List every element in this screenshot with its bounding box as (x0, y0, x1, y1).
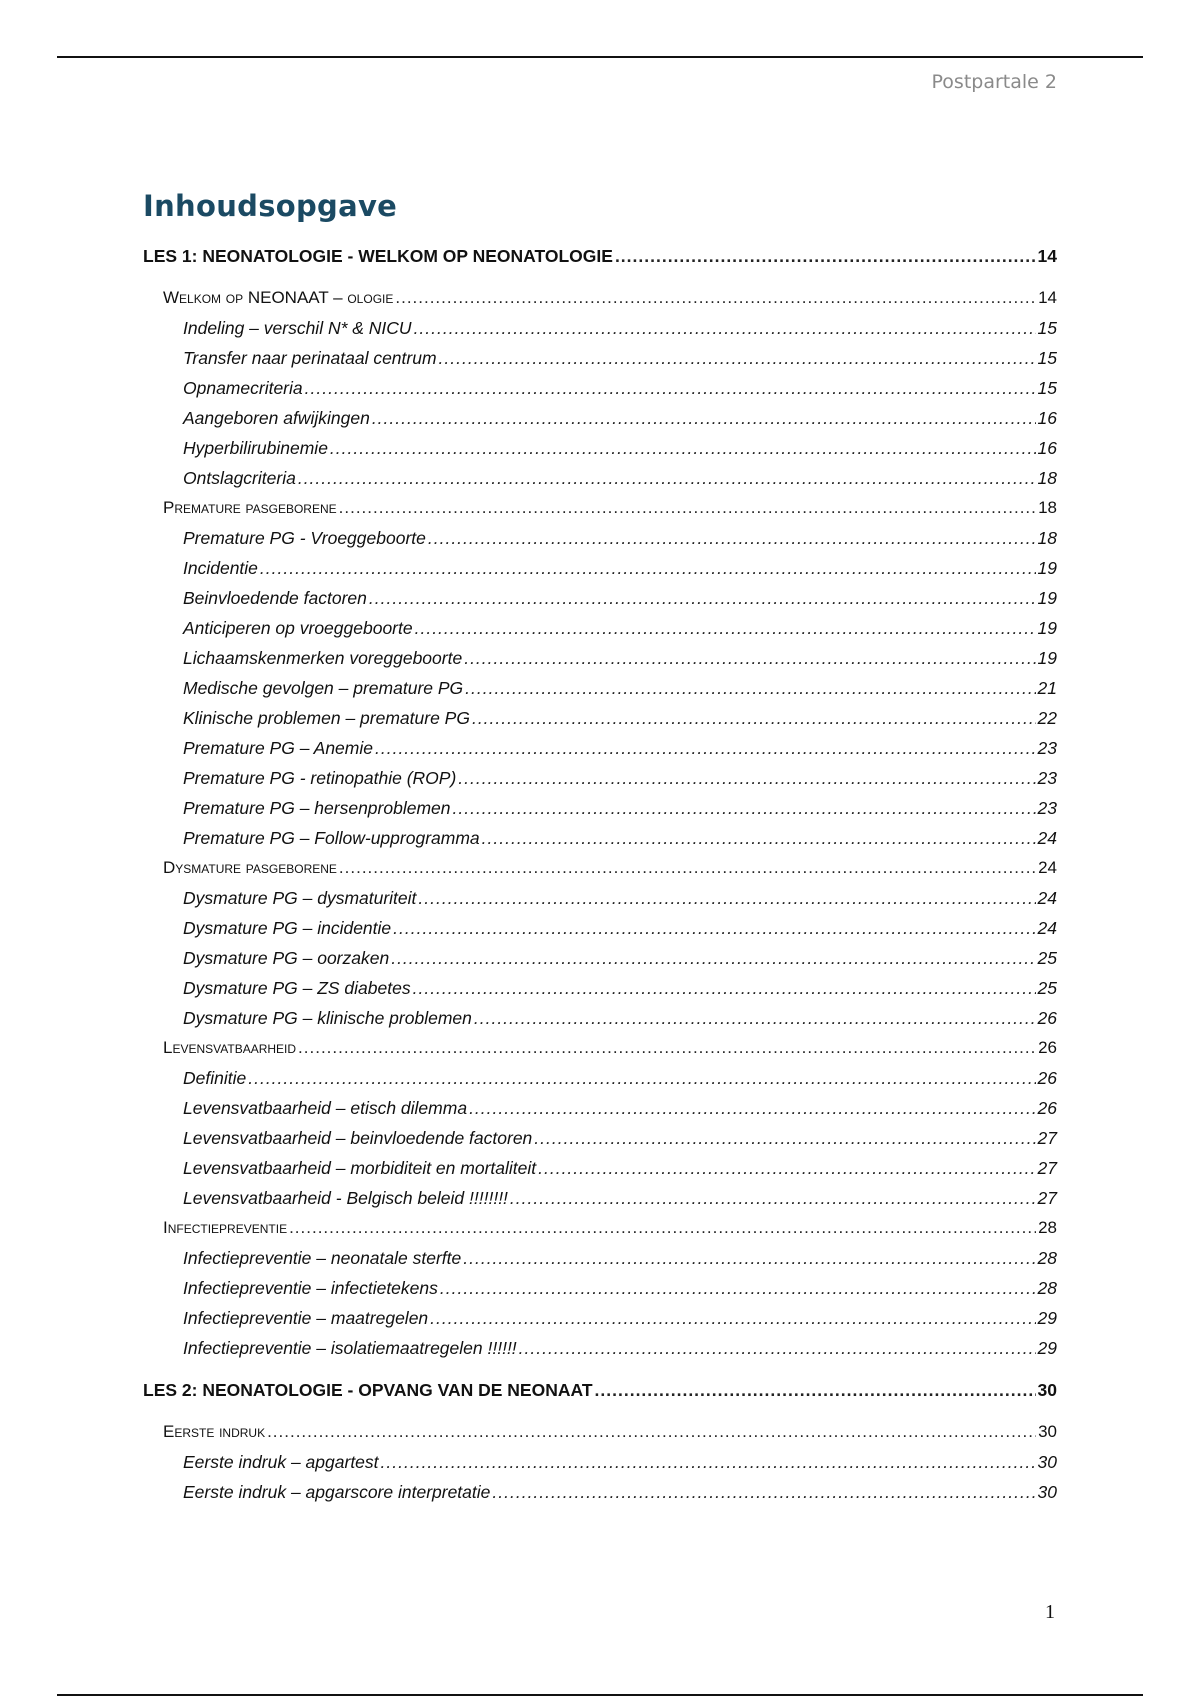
toc-entry-page: 25 (1037, 948, 1057, 968)
toc-entry-label: Dysmature PG – klinische problemen (183, 1008, 472, 1028)
toc-entry-page: 28 (1038, 1218, 1057, 1237)
toc-entry-label: Eerste indruk – apgarscore interpretatie (183, 1482, 491, 1502)
toc-entry-level-3[interactable] (183, 617, 1057, 639)
toc-entry-level-3[interactable] (183, 1187, 1057, 1209)
toc-entry-level-3[interactable] (183, 1451, 1057, 1473)
toc-entry-level-3[interactable] (183, 587, 1057, 609)
toc-entry-page: 15 (1037, 348, 1057, 368)
toc-entry-page: 23 (1037, 738, 1057, 758)
toc-dot-leader (418, 887, 1035, 909)
toc-dot-leader (538, 1157, 1035, 1179)
toc-entry-page: 16 (1037, 408, 1057, 428)
toc-entry-page: 23 (1037, 768, 1057, 788)
toc-dot-leader (391, 947, 1035, 969)
toc-entry-level-3[interactable] (183, 1277, 1057, 1299)
toc-entry-page: 24 (1037, 888, 1057, 908)
toc-entry-level-3[interactable] (183, 467, 1057, 489)
toc-entry-level-3[interactable] (183, 827, 1057, 849)
toc-entry-label: LES 1: NEONATOLOGIE - WELKOM OP NEONATOLOGIE (143, 246, 613, 266)
toc-entry-level-3[interactable] (183, 557, 1057, 579)
toc-entry-label: Dysmature pasgeborene (163, 858, 337, 877)
toc-entry-page: 19 (1037, 558, 1057, 578)
toc-entry-page: 27 (1037, 1128, 1057, 1148)
toc-entry-page: 22 (1037, 708, 1057, 728)
toc-dot-leader (465, 677, 1035, 699)
toc-entry-page: 24 (1037, 918, 1057, 938)
toc-entry-level-3[interactable] (183, 767, 1057, 789)
toc-entry-page: 30 (1038, 1422, 1057, 1441)
toc-entry-label: Eerste indruk (163, 1422, 266, 1441)
toc-entry-label: Lichaamskenmerken voreggeboorte (183, 648, 463, 668)
toc-dot-leader (439, 347, 1036, 369)
toc-dot-leader (415, 617, 1036, 639)
toc-entry-page: 18 (1037, 468, 1057, 488)
toc-dot-leader (492, 1481, 1035, 1503)
toc-entry-label: Welkom op NEONAAT – ologie (163, 288, 394, 307)
toc-entry-label: Dysmature PG – incidentie (183, 918, 392, 938)
toc-entry-page: 29 (1037, 1308, 1057, 1328)
toc-entry-label: Transfer naar perinataal centrum (183, 348, 437, 368)
toc-entry-level-3[interactable] (183, 317, 1057, 339)
toc-entry-label: Medische gevolgen – premature PG (183, 678, 464, 698)
toc-entry-label: Levensvatbaarheid – morbiditeit en mortaliteit (183, 1158, 537, 1178)
toc-entry-level-3[interactable] (183, 437, 1057, 459)
toc-entry-label: Infectiepreventie – infectietekens (183, 1278, 438, 1298)
toc-entry-level-3[interactable] (183, 1067, 1057, 1089)
toc-dot-leader (298, 467, 1036, 489)
toc-dot-leader (267, 1421, 1036, 1443)
toc-entry-label: Dysmature PG – ZS diabetes (183, 978, 411, 998)
toc-dot-leader (381, 1451, 1036, 1473)
toc-entry-label: Beinvloedende factoren (183, 588, 367, 608)
toc-entry-page: 27 (1037, 1188, 1057, 1208)
toc-entry-label: Premature pasgeborene (163, 498, 337, 517)
toc-entry-level-3[interactable] (183, 1007, 1057, 1029)
toc-entry-page: 18 (1037, 528, 1057, 548)
toc-entry-label: Levensvatbaarheid - Belgisch beleid !!!!!!!! (183, 1188, 508, 1208)
toc-dot-leader (339, 497, 1036, 519)
toc-entry-label: Infectiepreventie – maatregelen (183, 1308, 429, 1328)
toc-entry-label: Levensvatbaarheid – etisch dilemma (183, 1098, 468, 1118)
toc-entry-page: 30 (1037, 1380, 1057, 1400)
toc-entry-level-3[interactable] (183, 1157, 1057, 1179)
toc-entry-level-3[interactable] (183, 1127, 1057, 1149)
toc-entry-level-3[interactable] (183, 977, 1057, 999)
toc-dot-leader (534, 1127, 1035, 1149)
toc-dot-leader (430, 1307, 1035, 1329)
toc-entry-page: 18 (1038, 498, 1057, 517)
toc-entry-level-3[interactable] (183, 647, 1057, 669)
toc-entry-label: Aangeboren afwijkingen (183, 408, 370, 428)
toc-dot-leader (375, 737, 1036, 759)
toc-entry-page: 26 (1037, 1008, 1057, 1028)
toc-dot-leader (440, 1277, 1036, 1299)
toc-entry-label: Dysmature PG – oorzaken (183, 948, 390, 968)
toc-dot-leader (413, 977, 1036, 999)
toc-dot-leader (458, 767, 1035, 789)
toc-entry-label: Indeling – verschil N* & NICU (183, 318, 412, 338)
toc-entry-level-3[interactable] (183, 797, 1057, 819)
toc-entry-level-1[interactable] (143, 1379, 1057, 1401)
toc-dot-leader (472, 707, 1036, 729)
toc-entry-level-3[interactable] (183, 917, 1057, 939)
toc-dot-leader (330, 437, 1036, 459)
toc-entry-label: Dysmature PG – dysmaturiteit (183, 888, 417, 908)
toc-entry-page: 26 (1038, 1038, 1057, 1057)
toc-entry-label: Levensvatbaarheid – beinvloedende factoren (183, 1128, 533, 1148)
toc-entry-level-3[interactable] (183, 1247, 1057, 1269)
toc-entry-page: 19 (1037, 588, 1057, 608)
toc-entry-level-3[interactable] (183, 677, 1057, 699)
toc-entry-page: 30 (1037, 1482, 1057, 1502)
toc-entry-level-3[interactable] (183, 947, 1057, 969)
toc-entry-level-3[interactable] (183, 407, 1057, 429)
toc-dot-leader (395, 287, 1036, 309)
page-number: 1 (1045, 1601, 1055, 1623)
toc-entry-label: Incidentie (183, 558, 258, 578)
toc-entry-level-3[interactable] (183, 377, 1057, 399)
toc-entry-label: Klinische problemen – premature PG (183, 708, 470, 728)
toc-entry-page: 14 (1038, 288, 1057, 307)
toc-entry-page: 28 (1037, 1248, 1057, 1268)
toc-entry-level-3[interactable] (183, 1307, 1057, 1329)
toc-entry-label: Levensvatbaarheid (163, 1038, 297, 1057)
toc-entry-level-3[interactable] (183, 1337, 1057, 1359)
toc-entry-page: 26 (1037, 1068, 1057, 1088)
toc-entry-level-2[interactable] (163, 287, 1057, 309)
toc-entry-page: 24 (1037, 828, 1057, 848)
toc-entry-page: 14 (1037, 246, 1057, 266)
toc-entry-level-3[interactable] (183, 707, 1057, 729)
toc-dot-leader (510, 1187, 1036, 1209)
toc-dot-leader (260, 557, 1036, 579)
toc-dot-leader (519, 1337, 1036, 1359)
toc-entry-label: Hyperbilirubinemie (183, 438, 328, 458)
toc-entry-level-3[interactable] (183, 737, 1057, 759)
toc-entry-label: Opnamecriteria (183, 378, 303, 398)
toc-entry-label: Infectiepreventie – isolatiemaatregelen !!!!!! (183, 1338, 517, 1358)
toc-entry-label: Premature PG - Vroeggeboorte (183, 528, 426, 548)
toc-dot-leader (464, 647, 1035, 669)
toc-entry-page: 28 (1037, 1278, 1057, 1298)
toc-entry-page: 23 (1037, 798, 1057, 818)
toc-entry-level-3[interactable] (183, 1481, 1057, 1503)
toc-entry-label: Premature PG – hersenproblemen (183, 798, 451, 818)
toc-entry-page: 21 (1037, 678, 1057, 698)
toc-entry-page: 29 (1037, 1338, 1057, 1358)
toc-dot-leader (463, 1247, 1035, 1269)
toc-dot-leader (428, 527, 1036, 549)
toc-dot-leader (615, 245, 1036, 267)
toc-entry-level-1[interactable] (143, 245, 1057, 267)
toc-entry-label: Eerste indruk – apgartest (183, 1452, 379, 1472)
toc-entry-page: 25 (1037, 978, 1057, 998)
toc-entry-page: 19 (1037, 618, 1057, 638)
toc-entry-label: Infectiepreventie – neonatale sterfte (183, 1248, 462, 1268)
toc-dot-leader (393, 917, 1035, 939)
toc-entry-page: 24 (1038, 858, 1057, 877)
toc-title: Inhoudsopgave (143, 189, 398, 223)
toc-entry-level-2[interactable] (163, 1421, 1057, 1443)
toc-entry-level-2[interactable] (163, 1217, 1057, 1239)
toc-entry-page: 16 (1037, 438, 1057, 458)
footer-rule (57, 1694, 1143, 1696)
toc-entry-level-3[interactable] (183, 347, 1057, 369)
toc-dot-leader (339, 857, 1036, 879)
toc-entry-page: 15 (1037, 318, 1057, 338)
toc-entry-level-3[interactable] (183, 527, 1057, 549)
toc-entry-label: Premature PG - retinopathie (ROP) (183, 768, 457, 788)
toc-entry-level-2[interactable] (163, 1037, 1057, 1059)
toc-dot-leader (482, 827, 1036, 849)
toc-entry-page: 15 (1037, 378, 1057, 398)
toc-entry-page: 26 (1037, 1098, 1057, 1118)
toc-entry-level-3[interactable] (183, 887, 1057, 909)
toc-entry-label: Infectiepreventie (163, 1218, 288, 1237)
toc-entry-page: 30 (1037, 1452, 1057, 1472)
toc-entry-level-2[interactable] (163, 857, 1057, 879)
toc-entry-page: 27 (1037, 1158, 1057, 1178)
toc-dot-leader (453, 797, 1036, 819)
toc-dot-leader (469, 1097, 1035, 1119)
toc-entry-label: LES 2: NEONATOLOGIE - OPVANG VAN DE NEONAAT (143, 1380, 593, 1400)
toc-entry-label: Definitie (183, 1068, 247, 1088)
toc-dot-leader (414, 317, 1036, 339)
toc-entry-level-2[interactable] (163, 497, 1057, 519)
toc-entry-label: Ontslagcriteria (183, 468, 296, 488)
toc-dot-leader (372, 407, 1036, 429)
toc-dot-leader (248, 1067, 1035, 1089)
toc-entry-label: Anticiperen op vroeggeboorte (183, 618, 413, 638)
toc-dot-leader (474, 1007, 1036, 1029)
toc-entry-label: Premature PG – Anemie (183, 738, 373, 758)
toc-entry-page: 19 (1037, 648, 1057, 668)
running-header: Postpartale 2 (931, 71, 1057, 93)
toc-dot-leader (289, 1217, 1036, 1239)
toc-entry-level-3[interactable] (183, 1097, 1057, 1119)
toc-dot-leader (595, 1379, 1036, 1401)
toc-dot-leader (305, 377, 1036, 399)
toc-dot-leader (298, 1037, 1036, 1059)
toc-entry-label: Premature PG – Follow-upprogramma (183, 828, 480, 848)
toc-dot-leader (369, 587, 1036, 609)
